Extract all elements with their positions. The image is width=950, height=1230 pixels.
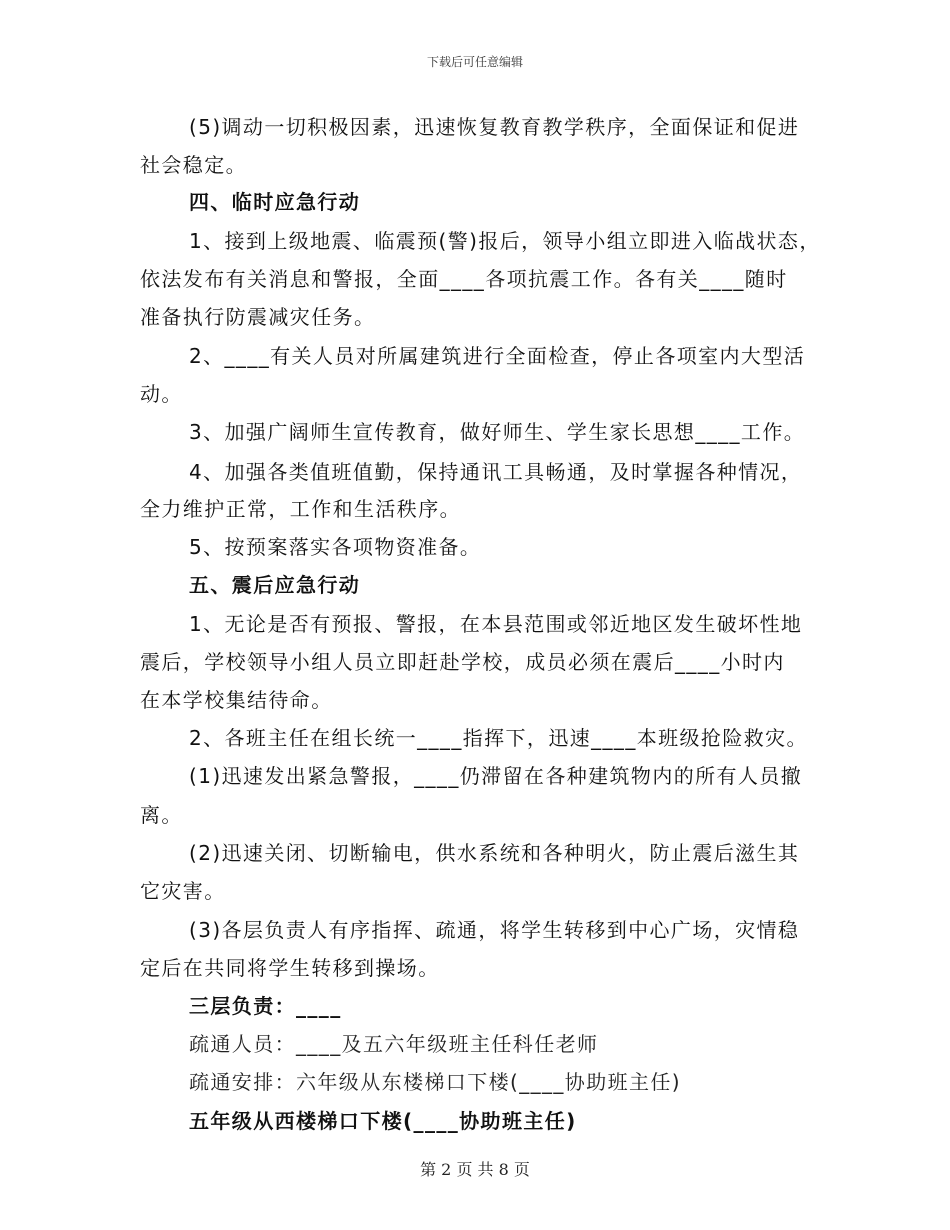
page-header: 下载后可任意编辑 — [426, 55, 523, 69]
paragraph-line: 动。 — [140, 382, 183, 406]
paragraph-line: 定后在共同将学生转移到操场。 — [140, 956, 440, 980]
paragraph-line: 它灾害。 — [140, 879, 226, 903]
paragraph-line: 离。 — [140, 803, 183, 827]
subsection-heading: 三层负责：____ — [189, 994, 342, 1018]
paragraph-line: 疏通人员：____及五六年级班主任科任老师 — [189, 1032, 599, 1056]
paragraph-line: 社会稳定。 — [140, 153, 247, 177]
paragraph-line: 在本学校集结待命。 — [140, 688, 333, 712]
paragraph-line: 准备执行防震减灾任务。 — [140, 305, 376, 329]
paragraph-line: 震后，学校领导小组人员立即赶赴学校，成员必须在震后____小时内 — [140, 650, 785, 674]
section-heading: 四、临时应急行动 — [189, 190, 361, 214]
paragraph-line: 3、加强广阔师生宣传教育，做好师生、学生家长思想____工作。 — [189, 420, 806, 444]
paragraph-line: 全力维护正常，工作和生活秩序。 — [140, 497, 461, 521]
paragraph-line: (3)各层负责人有序指挥、疏通，将学生转移到中心广场，灾情稳 — [189, 918, 800, 942]
paragraph-line: (2)迅速关闭、切断输电，供水系统和各种明火，防止震后滋生其 — [189, 841, 800, 865]
paragraph-line: 依法发布有关消息和警报，全面____各项抗震工作。各有关____随时 — [140, 267, 788, 291]
paragraph-line: 2、____有关人员对所属建筑进行全面检查，停止各项室内大型活 — [189, 344, 806, 368]
paragraph-line: (5)调动一切积极因素，迅速恢复教育教学秩序，全面保证和促进 — [189, 115, 800, 139]
paragraph-line: 五年级从西楼梯口下楼(____协助班主任) — [189, 1109, 577, 1133]
paragraph-line: (1)迅速发出紧急警报，____仍滞留在各种建筑物内的所有人员撤 — [189, 764, 803, 788]
section-heading: 五、震后应急行动 — [189, 573, 361, 597]
paragraph-line: 2、各班主任在组长统一____指挥下，迅速____本班级抢险救灾。 — [189, 726, 808, 750]
paragraph-line: 疏通安排：六年级从东楼梯口下楼(____协助班主任) — [189, 1070, 682, 1094]
page-footer: 第 2 页 共 8 页 — [420, 1160, 530, 1179]
paragraph-line: 4、加强各类值班值勤，保持通讯工具畅通，及时掌握各种情况， — [189, 460, 803, 484]
paragraph-line: 1、无论是否有预报、警报，在本县范围或邻近地区发生破坏性地 — [189, 612, 803, 636]
paragraph-line: 5、按预案落实各项物资准备。 — [189, 535, 482, 559]
paragraph-line: 1、接到上级地震、临震预(警)报后，领导小组立即进入临战状态， — [189, 229, 821, 253]
